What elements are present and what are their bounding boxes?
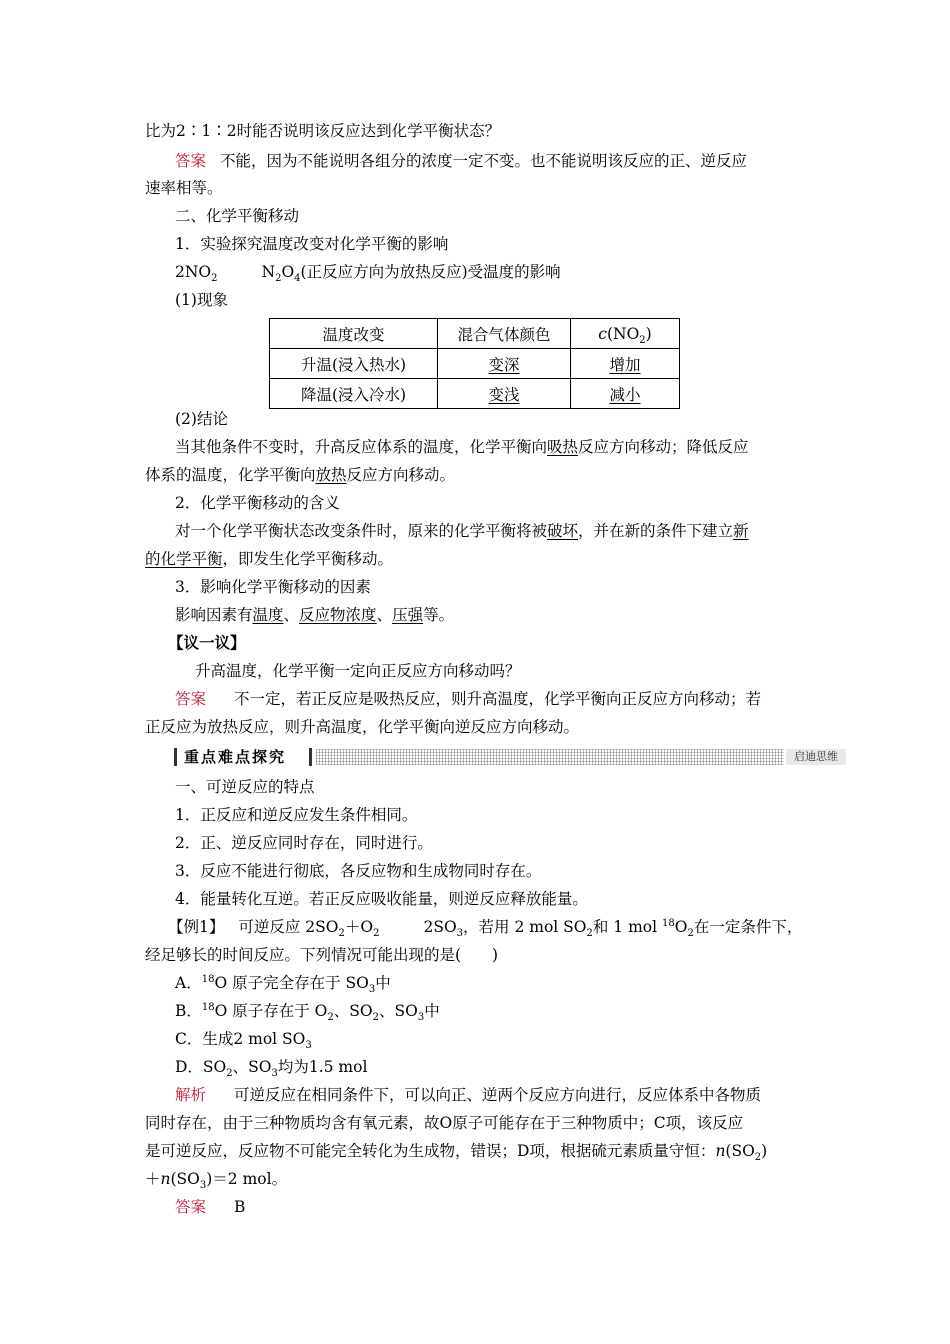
option-d: D．$SO_2$、$SO_3$均为1.5 mol <box>175 1058 368 1080</box>
banner-tag: 启迪思维 <box>786 749 846 765</box>
factors-line: 影响因素有温度、反应物浓度、压强等。 <box>175 606 455 624</box>
equilibrium-equation: $2NO_2$ $N_2O_4$(正反应方向为放热反应)受温度的影响 <box>175 263 561 285</box>
conclusion-label: (2)结论 <box>175 410 228 428</box>
list-item: 1．正反应和逆反应发生条件相同。 <box>175 806 418 824</box>
part-1-title: 一、可逆反应的特点 <box>175 778 315 796</box>
analysis-line-2: 同时存在，由于三种物质均含有氧元素，故O原子可能存在于三种物质中；C项，该反应 <box>145 1114 744 1132</box>
answer-2-line-2: 正反应为放热反应，则升高温度，化学平衡向逆反应方向移动。 <box>145 718 580 736</box>
final-answer: B <box>234 1198 246 1216</box>
list-item: 4．能量转化互逆。若正反应吸收能量，则逆反应释放能量。 <box>175 890 588 908</box>
final-answer-line <box>175 1196 245 1218</box>
banner-pattern <box>316 749 784 765</box>
analysis-label: 解析 <box>175 1086 207 1104</box>
analysis-line-4: $+n(SO_3)=2$ mol。 <box>145 1170 288 1192</box>
conclusion-line-2: 体系的温度，化学平衡向放热反应方向移动。 <box>145 466 456 484</box>
discuss-label: 【议一议】 <box>168 633 246 652</box>
banner-title: 重点难点探究 <box>184 748 287 766</box>
answer-1-line: 答案 不能，因为不能说明各组分的浓度一定不变。也不能说明该反应的正、逆反应 <box>175 152 748 170</box>
table-cell: 升温(浸入热水) <box>270 349 438 379</box>
table-cell: 降温(浸入冷水) <box>270 379 438 409</box>
table-cell: 变浅 <box>438 379 571 409</box>
conclusion-line-1: 当其他条件不变时，升高反应体系的温度，化学平衡向吸热反应方向移动；降低反应 <box>175 438 749 456</box>
subsection-3-title: 3．影响化学平衡移动的因素 <box>175 578 371 596</box>
option-b: B．$^{18}$O 原子存在于 $O_2$、$SO_2$、$SO_3$中 <box>175 1001 440 1024</box>
meaning-line-1: 对一个化学平衡状态改变条件时，原来的化学平衡将被破坏，并在新的条件下建立新 <box>175 522 749 540</box>
table-cell: 增加 <box>571 349 680 379</box>
answer-2-line: 答案 不一定，若正反应是吸热反应，则升高温度，化学平衡向正反应方向移动；若 <box>175 690 762 708</box>
analysis-line-1: 解析 可逆反应在相同条件下，可以向正、逆两个反应方向进行，反应体系中各物质 <box>175 1086 762 1104</box>
temperature-effect-table <box>269 318 680 409</box>
meaning-line-2: 的化学平衡，即发生化学平衡移动。 <box>145 550 394 568</box>
question-continuation: 比为2∶1∶2时能否说明该反应达到化学平衡状态？ <box>145 122 501 140</box>
table-header-row <box>270 319 680 349</box>
discuss-question: 升高温度，化学平衡一定向正反应方向移动吗？ <box>195 662 521 680</box>
banner-bar-icon <box>174 748 177 766</box>
answer-label: 答案 <box>175 1198 207 1216</box>
list-item: 3．反应不能进行彻底，各反应物和生成物同时存在。 <box>175 862 542 880</box>
example-line-1: 【例1】 可逆反应 $2SO_2+O_2$ $2SO_3$，若用 2 mol $SO_2$和 1 mol $^{18}O_2$在一定条件下， <box>168 917 803 940</box>
table-cell: 温度改变 <box>270 319 438 349</box>
example-line-2: 经足够长的时间反应。下列情况可能出现的是( ) <box>145 946 499 964</box>
analysis-line-3: 是可逆反应，反应物不可能完全转化为生成物，错误；D项，根据硫元素质量守恒：$n(SO_2)$ <box>145 1142 768 1164</box>
subsection-1-title: 1．实验探究温度改变对化学平衡的影响 <box>175 235 449 253</box>
section-banner <box>174 746 846 768</box>
answer-label: 答案 <box>175 152 207 170</box>
phenomenon-label: (1)现象 <box>175 291 228 309</box>
banner-divider-icon <box>309 748 312 766</box>
answer-1-line-2: 速率相等。 <box>145 179 223 197</box>
table-row <box>270 349 680 379</box>
option-a: A．$^{18}$O 原子完全存在于 $SO_3$中 <box>175 973 391 996</box>
list-item: 2．正、逆反应同时存在，同时进行。 <box>175 834 433 852</box>
answer-label: 答案 <box>175 690 207 708</box>
subsection-2-title: 2．化学平衡移动的含义 <box>175 494 340 512</box>
section-2-title: 二、化学平衡移动 <box>175 207 300 225</box>
table-cell: 减小 <box>571 379 680 409</box>
table-row <box>270 379 680 409</box>
option-c: C．生成2 mol $SO_3$ <box>175 1030 312 1052</box>
table-cell: 混合气体颜色 <box>438 319 571 349</box>
table-cell: 变深 <box>438 349 571 379</box>
table-cell: $c(NO_2)$ <box>571 319 680 349</box>
